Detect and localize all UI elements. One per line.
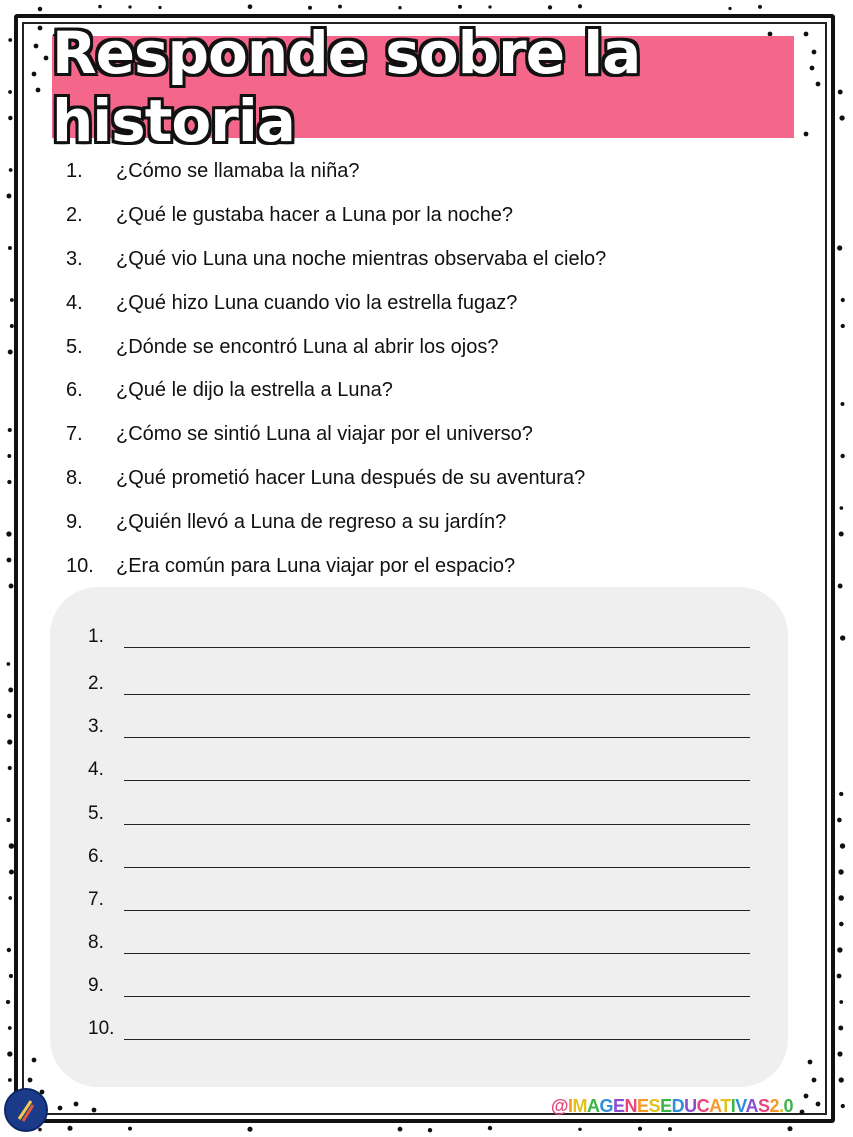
border-dot <box>840 843 845 848</box>
question-number: 7. <box>66 423 83 446</box>
border-dot <box>841 298 845 302</box>
border-dot <box>36 88 41 93</box>
border-dot <box>7 948 11 952</box>
border-dot <box>6 1000 10 1004</box>
watermark-letter: C <box>696 1096 710 1116</box>
title-banner <box>52 19 794 155</box>
border-dot <box>458 5 462 9</box>
answer-line[interactable] <box>124 737 750 738</box>
border-dot <box>9 584 14 589</box>
watermark-letter: U <box>684 1096 697 1116</box>
border-dot <box>28 1078 33 1083</box>
answer-area <box>50 587 788 1087</box>
border-dot <box>838 869 843 874</box>
watermark-letter: E <box>637 1096 649 1116</box>
question-number: 3. <box>66 247 83 270</box>
border-dot <box>837 947 842 952</box>
border-dot <box>8 688 13 693</box>
answer-number: 1. <box>88 626 104 647</box>
border-dot <box>44 56 49 61</box>
border-dot <box>67 1126 72 1131</box>
watermark-letter: D <box>671 1096 685 1116</box>
answer-number: 4. <box>88 759 104 780</box>
answer-number: 9. <box>88 975 104 996</box>
border-dot <box>548 5 552 9</box>
question-item <box>66 281 806 325</box>
border-dot <box>10 298 14 302</box>
border-dot <box>7 480 11 484</box>
border-dot <box>7 662 11 666</box>
question-number: 9. <box>66 510 83 533</box>
border-dot <box>38 1128 42 1132</box>
border-dot <box>10 324 14 328</box>
border-dot <box>839 792 843 796</box>
watermark-handle <box>551 1096 793 1117</box>
border-dot <box>9 974 13 978</box>
border-dot <box>841 324 845 328</box>
border-dot <box>668 1127 672 1131</box>
border-dot <box>7 714 11 718</box>
border-dot <box>638 1127 642 1131</box>
question-text: ¿Qué le gustaba hacer a Luna por la noche? <box>116 204 513 227</box>
border-dot <box>98 5 102 9</box>
answer-line[interactable] <box>124 780 750 781</box>
question-text: ¿Qué hizo Luna cuando vio la estrella fugaz? <box>116 291 518 314</box>
watermark-letter: E <box>660 1096 672 1116</box>
border-dot <box>839 1000 843 1004</box>
question-number: 8. <box>66 466 83 489</box>
watermark-letter: S <box>757 1096 770 1116</box>
border-dot <box>800 1110 805 1115</box>
answer-number: 6. <box>88 846 104 867</box>
border-dot <box>398 1127 403 1132</box>
answer-line[interactable] <box>124 1039 750 1040</box>
watermark-letter: . <box>778 1096 784 1116</box>
answer-number: 3. <box>88 716 104 737</box>
border-dot <box>808 1060 813 1065</box>
watermark-letter: N <box>624 1096 638 1116</box>
border-dot <box>7 739 12 744</box>
question-text: ¿Quién llevó a Luna de regreso a su jardín? <box>116 510 507 533</box>
watermark-letter: @ <box>550 1096 568 1116</box>
border-dot <box>839 1077 844 1082</box>
border-dot <box>838 895 844 901</box>
border-dot <box>839 922 844 927</box>
question-item <box>66 544 806 588</box>
border-dot <box>9 168 13 172</box>
question-item <box>66 413 806 457</box>
border-dot <box>38 26 43 31</box>
question-number: 2. <box>66 204 83 227</box>
border-dot <box>38 7 43 12</box>
question-text: ¿Cómo se sintió Luna al viajar por el universo? <box>116 423 533 446</box>
watermark-letter: V <box>735 1096 746 1116</box>
answer-line[interactable] <box>124 867 750 868</box>
watermark-letter: I <box>730 1096 736 1116</box>
border-dot <box>838 1026 843 1031</box>
question-item <box>66 457 806 501</box>
answer-line-row[interactable] <box>88 967 750 997</box>
border-dot <box>488 5 491 8</box>
answer-line[interactable] <box>124 694 750 695</box>
answer-line-row[interactable] <box>88 618 750 648</box>
border-dot <box>8 1026 12 1030</box>
border-dot <box>9 869 14 874</box>
border-dot <box>578 4 582 8</box>
answer-number: 10. <box>88 1018 115 1039</box>
answer-line-row[interactable] <box>88 795 750 825</box>
border-dot <box>837 1051 842 1056</box>
border-dot <box>840 402 844 406</box>
border-dot <box>840 454 844 458</box>
watermark-letter: A <box>587 1096 600 1116</box>
border-dot <box>838 90 843 95</box>
question-item <box>66 325 806 369</box>
question-text: ¿Era común para Luna viajar por el espacio? <box>116 554 516 577</box>
question-number: 5. <box>66 335 83 358</box>
question-list <box>66 150 806 588</box>
border-dot <box>58 1106 63 1111</box>
border-dot <box>837 818 842 823</box>
border-dot <box>838 584 843 589</box>
border-dot <box>758 5 762 9</box>
answer-line[interactable] <box>124 824 750 825</box>
border-dot <box>8 116 12 120</box>
question-text: ¿Cómo se llamaba la niña? <box>116 160 360 183</box>
watermark-letter: T <box>720 1096 731 1116</box>
border-dot <box>398 6 401 9</box>
answer-line[interactable] <box>124 647 750 648</box>
border-dot <box>74 1102 79 1107</box>
border-dot <box>128 1127 132 1131</box>
border-dot <box>804 32 809 37</box>
border-dot <box>840 506 844 510</box>
border-dot <box>8 38 12 42</box>
border-dot <box>812 50 817 55</box>
answer-number: 2. <box>88 673 104 694</box>
answer-line-row[interactable] <box>88 1010 750 1040</box>
answer-line-row[interactable] <box>88 665 750 695</box>
question-text: ¿Qué vio Luna una noche mientras observaba el cielo? <box>116 247 607 270</box>
border-dot <box>32 72 37 77</box>
border-dot <box>816 82 821 87</box>
border-dot <box>248 4 253 9</box>
border-dot <box>837 245 842 250</box>
watermark-letter: G <box>599 1096 614 1116</box>
question-item <box>66 500 806 544</box>
border-dot <box>8 350 13 355</box>
answer-number: 7. <box>88 889 104 910</box>
border-dot <box>816 1102 821 1107</box>
border-dot <box>804 132 809 137</box>
watermark-letter: A <box>745 1096 758 1116</box>
watermark-letter: M <box>572 1096 587 1116</box>
watermark-letter: S <box>648 1096 661 1116</box>
border-dot <box>7 1051 12 1056</box>
border-dot <box>578 1128 581 1131</box>
border-dot <box>812 1078 817 1083</box>
question-item <box>66 150 806 194</box>
question-number: 6. <box>66 379 83 402</box>
answer-number: 5. <box>88 803 104 824</box>
border-dot <box>810 66 815 71</box>
answer-line-row[interactable] <box>88 924 750 954</box>
answer-line-row[interactable] <box>88 751 750 781</box>
watermark-letter: I <box>567 1096 573 1116</box>
border-dot <box>428 1128 432 1132</box>
question-item <box>66 369 806 413</box>
border-dot <box>92 1108 97 1113</box>
border-dot <box>308 6 312 10</box>
border-dot <box>9 843 15 849</box>
border-dot <box>839 531 844 536</box>
answer-line-row[interactable] <box>88 838 750 868</box>
border-dot <box>158 6 161 9</box>
border-dot <box>787 1126 792 1131</box>
watermark-letter: 0 <box>783 1096 793 1116</box>
border-dot <box>837 974 842 979</box>
border-dot <box>804 1094 809 1099</box>
answer-line-row[interactable] <box>88 708 750 738</box>
border-dot <box>6 818 10 822</box>
answer-line-row[interactable] <box>88 881 750 911</box>
question-number: 1. <box>66 160 83 183</box>
answer-line[interactable] <box>124 996 750 997</box>
watermark-letter: 2 <box>769 1096 779 1116</box>
circular-badge-icon <box>4 1088 48 1132</box>
border-dot <box>841 1104 845 1108</box>
border-dot <box>6 531 11 536</box>
border-dot <box>34 44 39 49</box>
page-title: Responde sobre la historia <box>52 19 641 155</box>
question-text: ¿Qué prometió hacer Luna después de su aventura? <box>116 466 586 489</box>
question-number: 10. <box>66 554 94 577</box>
watermark-letter: A <box>709 1096 721 1116</box>
question-number: 4. <box>66 291 83 314</box>
watermark-letter: E <box>613 1096 625 1116</box>
border-dot <box>7 454 11 458</box>
border-dot <box>128 5 131 8</box>
answer-line[interactable] <box>124 910 750 911</box>
border-dot <box>728 7 731 10</box>
border-dot <box>6 194 11 199</box>
question-text: ¿Dónde se encontró Luna al abrir los ojos? <box>116 335 499 358</box>
border-dot <box>7 558 12 563</box>
question-item <box>66 238 806 282</box>
border-dot <box>247 1127 252 1132</box>
border-dot <box>840 635 845 640</box>
border-dot <box>338 5 342 9</box>
answer-number: 8. <box>88 932 104 953</box>
border-dot <box>8 90 12 94</box>
question-text: ¿Qué le dijo la estrella a Luna? <box>116 379 393 402</box>
border-dot <box>8 1078 12 1082</box>
question-item <box>66 194 806 238</box>
border-dot <box>8 246 12 250</box>
border-dot <box>488 1126 492 1130</box>
border-dot <box>32 1058 37 1063</box>
border-dot <box>8 428 12 432</box>
border-dot <box>839 115 844 120</box>
answer-line[interactable] <box>124 953 750 954</box>
border-dot <box>8 766 12 770</box>
border-dot <box>8 896 12 900</box>
